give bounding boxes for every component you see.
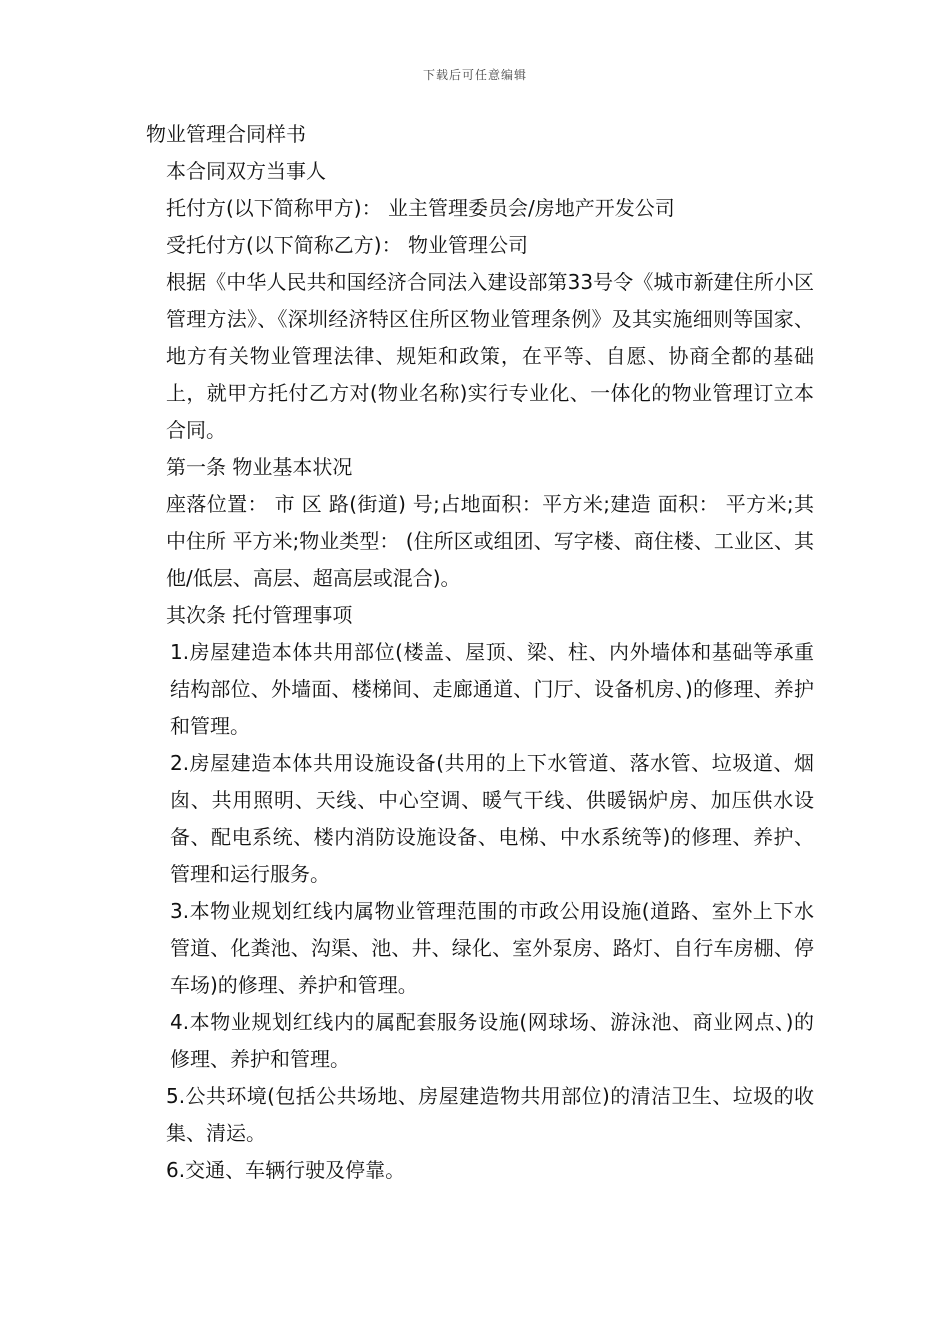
list-item-2: 2.房屋建造本体共用设施设备(共用的上下水管道、落水管、垃圾道、烟囱、共用照明、天线、中心空调、暖气干线、供暖锅炉房、加压供水设备、配电系统、楼内消防设施设备、电梯、中水系统等)的修理、养护、管理和运行服务。 [170,751,814,886]
list-item-1: 1.房屋建造本体共用部位(楼盖、屋顶、梁、柱、内外墙体和基础等承重结构部位、外墙面、楼梯间、走廊通道、门厅、设备机房、)的修理、养护和管理。 [170,640,814,738]
list-item-6: 6.交通、车辆行驶及停靠。 [166,1158,406,1182]
document-body [146,116,814,1189]
article-1-heading: 第一条 物业基本状况 [166,455,353,479]
list-item-4: 4.本物业规划红线内的属配套服务设施(网球场、游泳池、商业网点、)的修理、养护和管理。 [170,1010,814,1071]
article-2-heading: 其次条 托付管理事项 [166,603,353,627]
paragraph-parties: 本合同双方当事人 [166,159,326,183]
paragraph-property-info: 座落位置： 市 区 路(街道) 号;占地面积：平方米;建造 面积： 平方米;其中住所 平方米;物业类型： (住所区或组团、写字楼、商住楼、工业区、其他/低层、高层、超高层或混合)。 [166,492,814,590]
list-item-5: 5.公共环境(包括公共场地、房屋建造物共用部位)的清洁卫生、垃圾的收集、清运。 [166,1084,814,1145]
list-item-3: 3.本物业规划红线内属物业管理范围的市政公用设施(道路、室外上下水管道、化粪池、沟渠、池、井、绿化、室外泵房、路灯、自行车房棚、停车场)的修理、养护和管理。 [170,899,814,997]
paragraph-party-a: 托付方(以下简称甲方)： 业主管理委员会/房地产开发公司 [166,196,675,220]
paragraph-party-b: 受托付方(以下简称乙方)： 物业管理公司 [166,233,528,257]
header-note: 下载后可任意编辑 [422,68,527,82]
paragraph-basis: 根据《中华人民共和国经济合同法入建设部第33号令《城市新建住所小区管理方法》、《深圳经济特区住所区物业管理条例》及其实施细则等国家、地方有关物业管理法律、规矩和政策，在平等、自愿、协商全都的基础上，就甲方托付乙方对(物业名称)实行专业化、一体化的物业管理订立本合同。 [166,270,814,442]
document-title: 物业管理合同样书 [146,122,306,146]
